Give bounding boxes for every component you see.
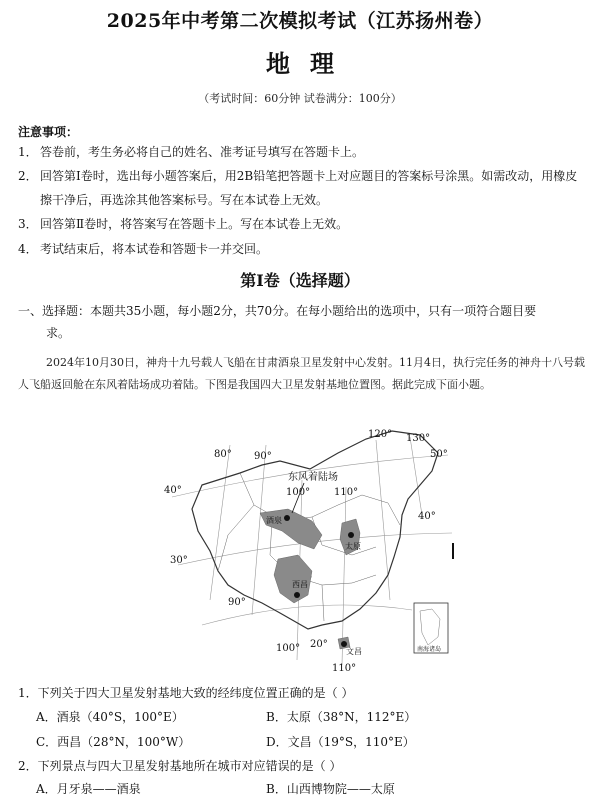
notice-text: 答卷前，考生务必将自己的姓名、准考证号填写在答题卡上。 [40, 145, 365, 159]
question-1-option-d[interactable]: D．文昌（19°S，110°E） [266, 735, 415, 749]
section-instructions [18, 300, 590, 344]
lon-label: 80° [214, 449, 232, 460]
notice-text: 回答第Ⅰ卷时，选出每小题答案后，用2B铅笔把答题卡上对应题目的答案标号涂黑。如需改动，用橡皮 [40, 169, 578, 183]
taiyuan-marker [348, 532, 354, 538]
notice-item-2 [18, 167, 588, 209]
lat-label: 40° [418, 511, 436, 522]
taiyuan-label: 太原 [345, 542, 361, 551]
landing-site-label: 东风着陆场 [288, 472, 338, 483]
section-line-2: 求。 [46, 326, 71, 340]
material-paragraph: 2024年10月30日，神舟十九号载人飞船在甘肃酒泉卫星发射中心发射。11月4日，执行完任务的神舟十八号载人飞船返回舱在东风着陆场成功着陆。下图是我国四大卫星发射基地位置图。据此完成下面小题。 [18, 356, 585, 391]
jiuquan-marker [284, 515, 290, 521]
part-title: 第Ⅰ卷（选择题） [240, 271, 360, 290]
notice-item-1 [18, 143, 588, 161]
xichang-label: 西昌 [292, 580, 308, 589]
subject-title: 地理 [266, 49, 354, 78]
question-2-option-b[interactable]: B．山西博物院——太原 [266, 782, 395, 796]
lon-label: 110° [334, 487, 359, 498]
notice-text: 考试结束后，将本试卷和答题卡一并交回。 [40, 242, 269, 256]
lat-label: 50° [430, 449, 448, 460]
lon-label: 100° [276, 643, 301, 654]
question-1-option-c[interactable]: C．西昌（28°N，100°W） [36, 735, 191, 749]
launch-site-map [162, 425, 458, 675]
question-2-option-a[interactable]: A．月牙泉——酒泉 [36, 782, 141, 796]
exam-info: （考试时间：60分钟 试卷满分：100分） [198, 92, 402, 105]
lon-label: 90° [254, 451, 272, 462]
notice-number: 4． [18, 242, 38, 256]
notice-heading: 注意事项： [18, 125, 79, 139]
notice-number: 3． [18, 217, 38, 231]
lon-label: 100° [286, 487, 311, 498]
lon-label: 120° [368, 429, 393, 440]
lon-label: 130° [406, 433, 431, 444]
exam-title: 2025年中考第二次模拟考试（江苏扬州卷） [106, 10, 494, 32]
question-2-stem: 2．下列景点与四大卫星发射基地所在城市对应错误的是（ ） [18, 759, 342, 773]
section-line-1: 一、选择题：本题共35小题，每小题2分，共70分。在每小题给出的选项中，只有一项符合题目要 [18, 304, 537, 318]
inset-label: 南海诸岛 [417, 646, 442, 653]
notice-number: 1． [18, 145, 38, 159]
wenchang-label: 文昌 [346, 647, 362, 656]
notice-text-cont: 擦干净后，再选涂其他答案标号。写在本试卷上无效。 [40, 193, 329, 207]
notice-item-4 [18, 240, 588, 258]
lat-label: 30° [170, 555, 188, 566]
jiuquan-label: 酒泉 [266, 516, 282, 525]
question-1-stem: 1．下列关于四大卫星发射基地大致的经纬度位置正确的是（ ） [18, 686, 354, 700]
question-1-option-a[interactable]: A．酒泉（40°S，100°E） [36, 710, 184, 724]
lat-label: 20° [310, 639, 328, 650]
notice-text: 回答第Ⅱ卷时，将答案写在答题卡上。写在本试卷上无效。 [40, 217, 349, 231]
lon-label: 110° [332, 663, 357, 674]
lat-label: 40° [164, 485, 182, 496]
text-cursor [452, 543, 454, 559]
question-1-option-b[interactable]: B．太原（38°N，112°E） [266, 710, 417, 724]
lon-label: 90° [228, 597, 246, 608]
notice-item-3 [18, 215, 588, 233]
notice-number: 2． [18, 169, 38, 183]
xichang-marker [294, 592, 300, 598]
